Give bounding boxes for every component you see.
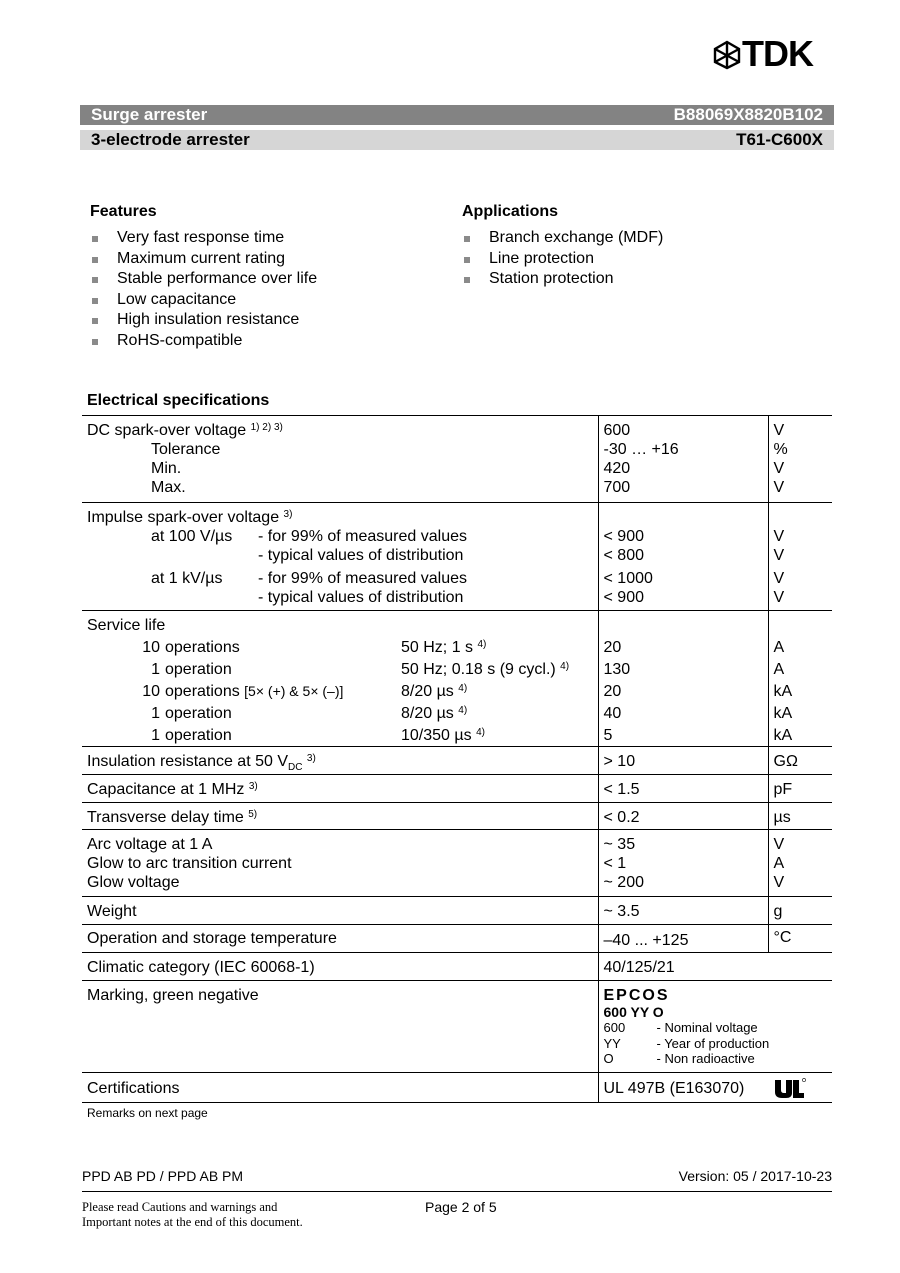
table-row: Impulse spark-over voltage $^{3)}$ at 100 V/µs - for 99% of measured values - typical values of distribution at 1 kV/µs - for 99% of measured values - typical values of distribution < 900 < 800 < 1000 < 900 V V V V: [82, 503, 832, 611]
footer-department: PPD AB PD / PPD AB PM: [82, 1168, 244, 1184]
product-subtitle: 3-electrode arrester: [91, 130, 250, 149]
page-number: Page 2 of 5: [425, 1199, 497, 1215]
specs-table: [82, 415, 832, 1103]
applications-title: Applications: [462, 203, 559, 220]
list-item: Stable performance over life: [90, 269, 317, 290]
product-type: Surge arrester: [91, 105, 208, 124]
table-row: Marking, green negative EPCOS 600 YY O 600 - Nominal voltage YY - Year of production O - Non radioactive: [82, 981, 832, 1073]
table-row: Transverse delay time $^{5)}$ < 0.2 µs: [82, 803, 832, 830]
table-row: Insulation resistance at 50 $V_{DC}$ $^{3)}$ > 10 GΩ: [82, 747, 832, 775]
bullet-icon: [92, 277, 98, 283]
features-list: [90, 228, 317, 352]
specs-title: Electrical specifications: [87, 392, 270, 409]
bullet-icon: [92, 318, 98, 324]
marking-code: 600 YY O: [603, 1004, 664, 1020]
bullet-icon: [464, 236, 470, 242]
tdk-emblem-icon: [712, 40, 742, 70]
list-item: Very fast response time: [90, 228, 317, 249]
list-item: Branch exchange (MDF): [462, 228, 663, 249]
table-row: Climatic category (IEC 60068-1) 40/125/21: [82, 953, 832, 981]
part-number: B88069X8820B102: [673, 105, 823, 124]
bullet-icon: [464, 257, 470, 263]
epcos-logo: EPCOS: [603, 987, 670, 1004]
bullet-icon: [92, 298, 98, 304]
type-code: T61-C600X: [736, 130, 823, 149]
bullet-icon: [92, 236, 98, 242]
list-item: High insulation resistance: [90, 310, 317, 331]
product-subheader-bar: [80, 130, 834, 150]
product-header-bar: [80, 105, 834, 125]
table-row: DC spark-over voltage $^{1) 2) 3)}$ Tolerance Min. Max. 600 -30 … +16 420 700 V % V V: [82, 416, 832, 503]
table-row: Service life 10 operations 50 Hz; 1 s $^{4)}$ 1 operation 50 Hz; 0.18 s (9 cycl.) $^{4)}$ 10 operations [5× (+) & 5× (–)] 8/20 µs $^{4)}$ 1 operation 8/20 µs $^{4)}$ 1 operation 10/350 µs $^{4)}$ 20 130 20 40 5 A A kA kA kA: [82, 611, 832, 747]
list-item: Low capacitance: [90, 290, 317, 311]
footer-version: Version: 05 / 2017-10-23: [678, 1168, 832, 1184]
bullet-icon: [92, 257, 98, 263]
table-row: Weight ~ 3.5 g: [82, 897, 832, 925]
logo-wordmark: TDK: [742, 33, 813, 74]
footer-divider: [82, 1191, 832, 1192]
remarks-note: Remarks on next page: [87, 1106, 208, 1120]
tdk-logo: [712, 33, 836, 74]
bullet-icon: [464, 277, 470, 283]
list-item: Station protection: [462, 269, 663, 290]
features-title: Features: [90, 203, 157, 220]
footer-note: Please read Cautions and warnings and Important notes at the end of this document.: [82, 1200, 303, 1229]
marking-legend: 600 - Nominal voltage YY - Year of production O - Non radioactive: [603, 1020, 770, 1066]
bullet-icon: [92, 339, 98, 345]
table-row: Capacitance at 1 MHz $^{3)}$ < 1.5 pF: [82, 775, 832, 803]
list-item: Maximum current rating: [90, 249, 317, 270]
list-item: Line protection: [462, 249, 663, 270]
ul-recognized-icon: [772, 1077, 806, 1099]
table-row: Operation and storage temperature –40 ... +125 °C: [82, 925, 832, 953]
list-item: RoHS-compatible: [90, 331, 317, 352]
applications-list: [462, 228, 663, 290]
table-row: Arc voltage at 1 A Glow to arc transition current Glow voltage ~ 35 < 1 ~ 200 V A V: [82, 830, 832, 897]
table-row: Certifications UL 497B (E163070): [82, 1073, 832, 1103]
